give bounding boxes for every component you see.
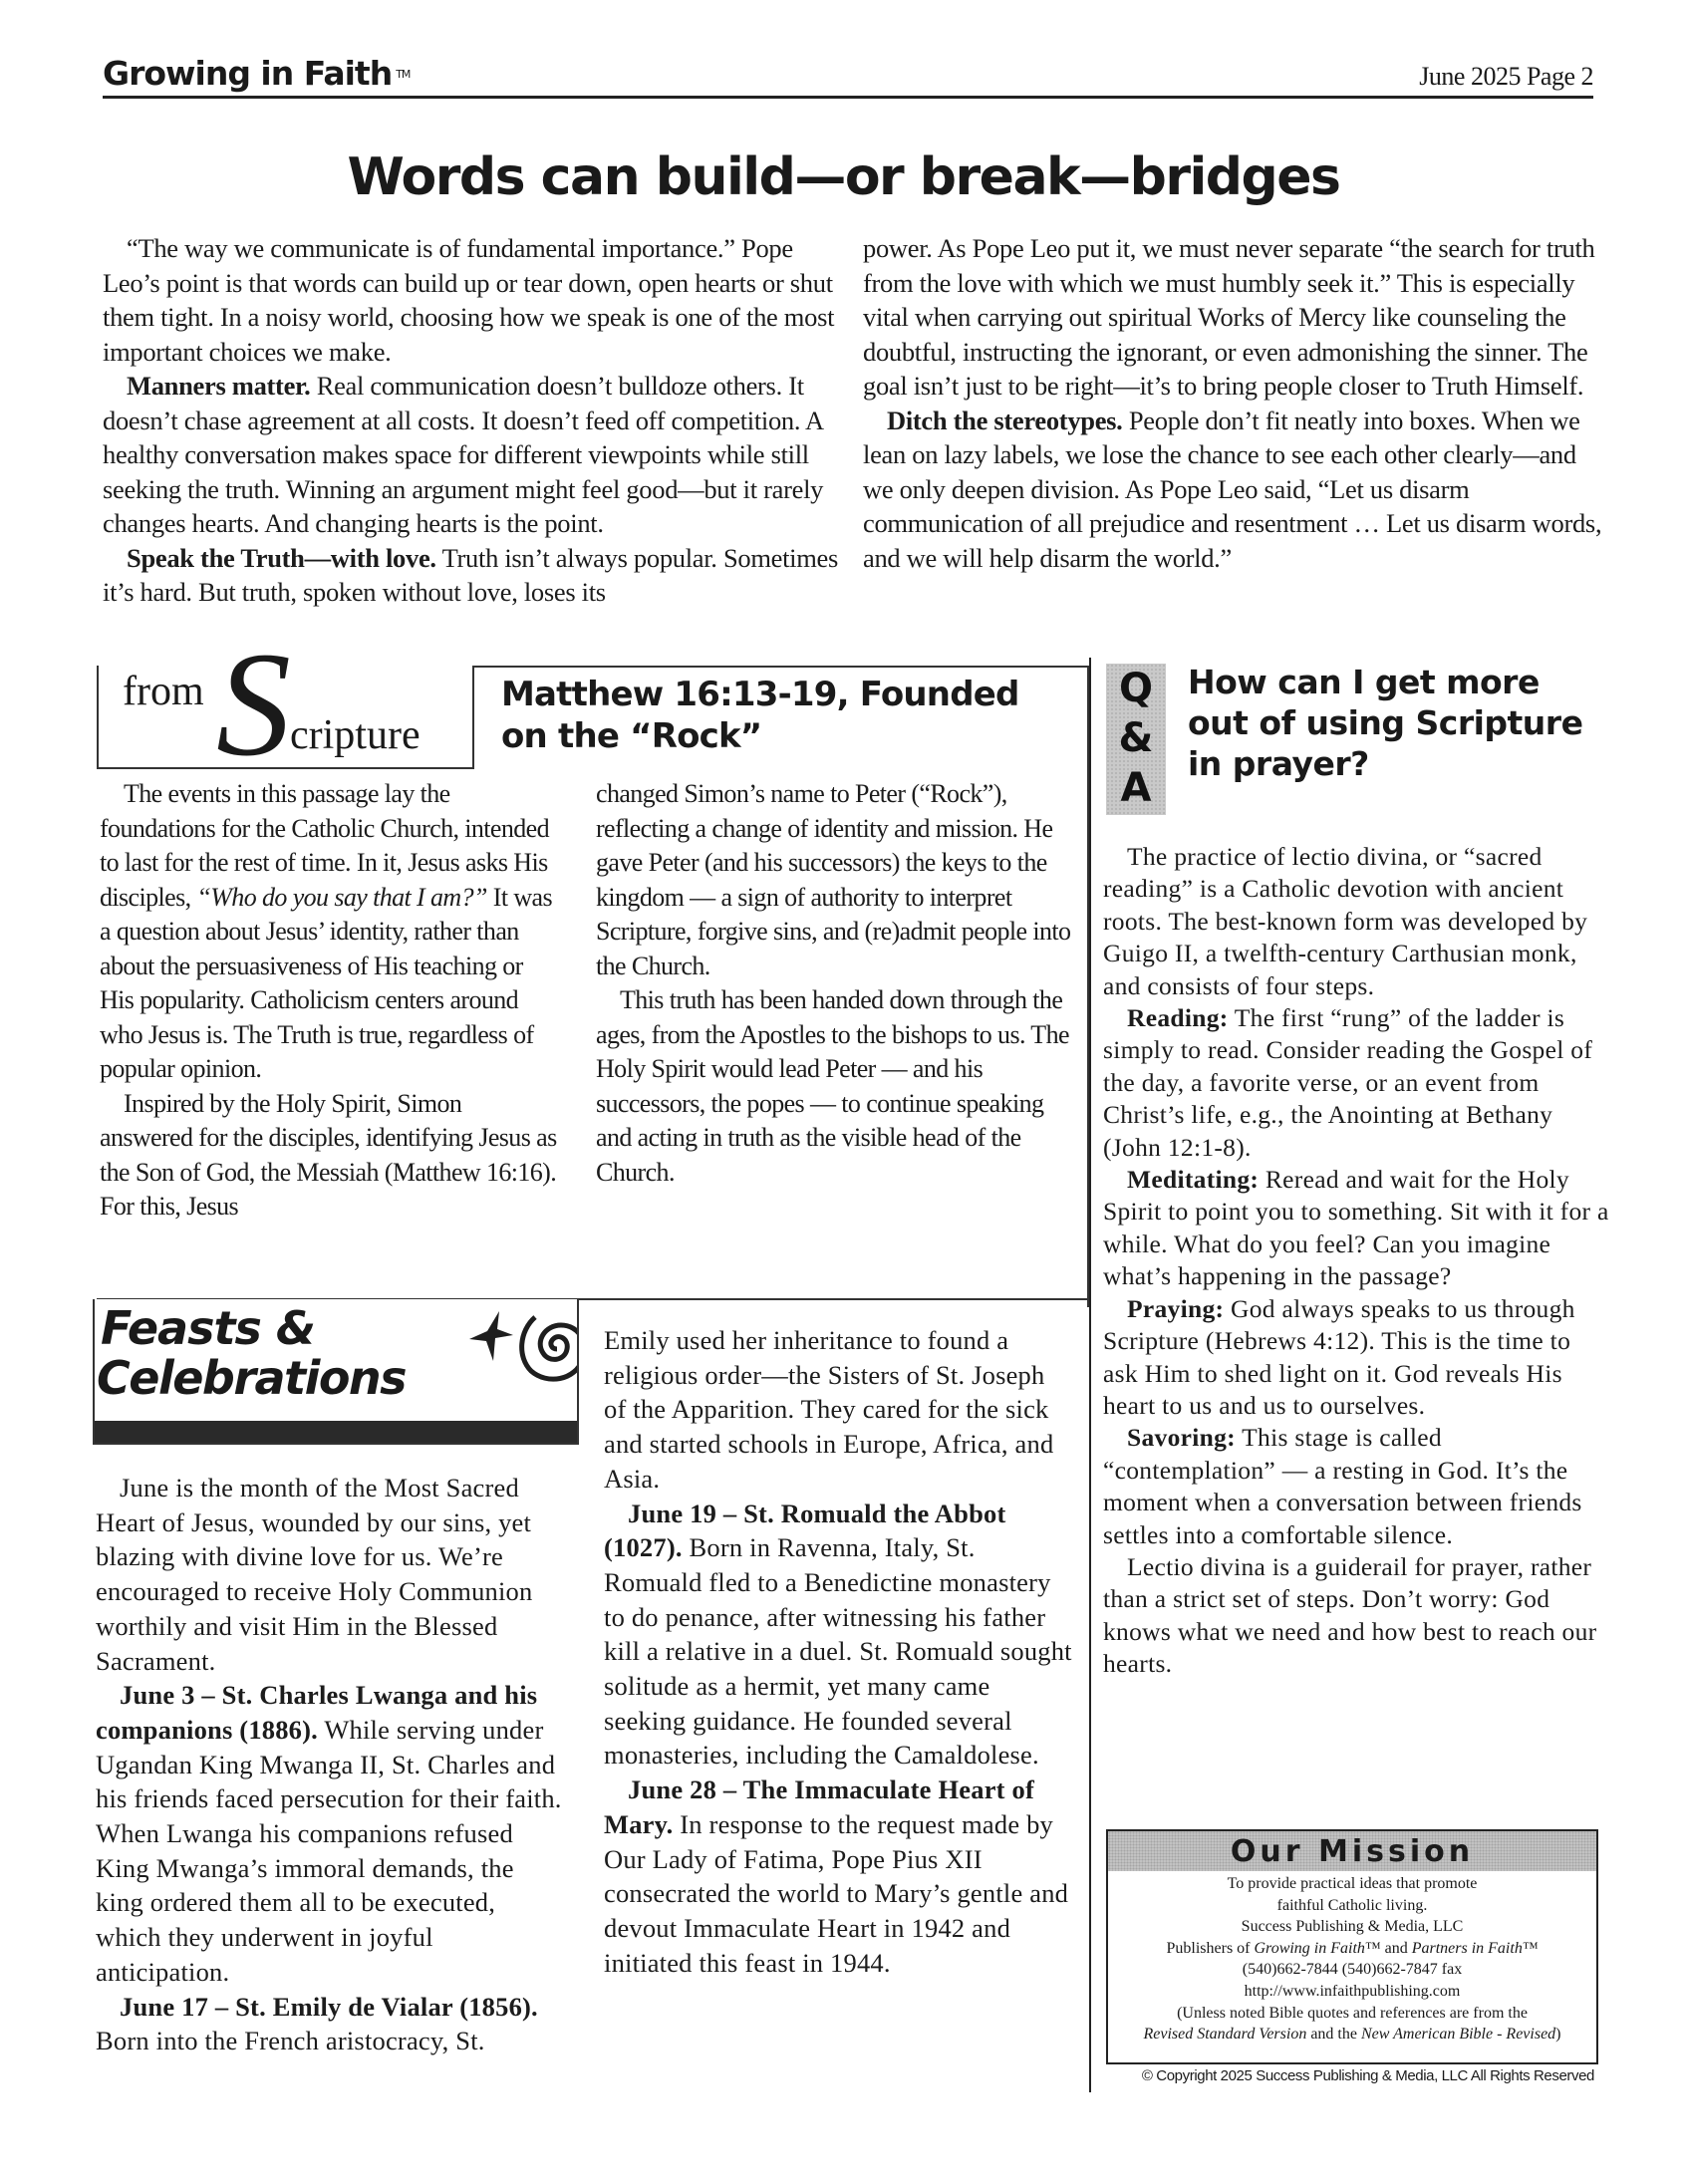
lead-headline: Words can build—or break—bridges xyxy=(347,147,1340,207)
feast-entry xyxy=(604,1773,1072,1980)
step-title: Praying: xyxy=(1127,1293,1225,1323)
step-title: Reading: xyxy=(1127,1003,1229,1033)
badge-q: Q xyxy=(1118,666,1153,711)
lead-paragraph xyxy=(863,404,1605,576)
mission-statement-1: To provide practical ideas that promote xyxy=(1227,1875,1478,1892)
feasts-column-2 xyxy=(604,1323,1072,1980)
brand-name: Growing in Faith xyxy=(103,54,393,93)
badge-ampersand: & xyxy=(1118,715,1154,761)
subhead: Manners matter. xyxy=(127,371,311,401)
spiral-icon xyxy=(507,1299,579,1407)
logo-line-1: Feasts & xyxy=(101,1301,315,1355)
logo-big-s: S xyxy=(216,622,291,787)
scripture-paragraph: changed Simon’s name to Peter (“Rock”), reflecting a change of identity and mission. He gave Peter (and his successors) the keys to the kingdom — a sign of authority to interpret Scripture, forgive sins, and (re)admit people into the Church. xyxy=(596,779,1071,980)
qa-step xyxy=(1103,1293,1611,1423)
paragraph-text: Real communication doesn’t bulldoze others. It doesn’t chase agreement at all costs. It doesn’t feed off competition. A healthy conversation makes space for different viewpoints while still seeking the truth. Winning an argument might feel good—but it rarely changes hearts. And changing hearts is the point. xyxy=(103,371,824,538)
mission-box xyxy=(1106,1829,1598,2064)
scripture-quote: “Who do you say that I am?” xyxy=(196,882,487,912)
subhead: Ditch the stereotypes. xyxy=(887,405,1123,435)
lead-article-column-2 xyxy=(863,231,1605,575)
step-text: Reread and wait for the Holy Spirit to point you to something. Sit with it for a while. What do you feel? Can you imagine what’s happening in the passage? xyxy=(1103,1165,1609,1291)
note-suffix: ) xyxy=(1555,2026,1561,2044)
note-and: and the xyxy=(1306,2026,1361,2044)
qa-paragraph: The practice of lectio divina, or “sacred reading” is a Catholic devotion with ancient roots. The best-known form was developed by Guigo II, a twelfth-century Carthusian monk, and consists of four steps. xyxy=(1103,842,1588,1000)
feast-text: Emily used her inheritance to found a religious order—the Sisters of St. Joseph of the Apparition. They cared for the sick and started schools in Europe, Africa, and Asia. xyxy=(604,1325,1054,1494)
qa-step xyxy=(1103,1002,1611,1164)
masthead xyxy=(103,54,1593,99)
step-text: The first “rung” of the ladder is simply to read. Consider reading the Gospel of the day, a favorite verse, or an event from Christ’s life, e.g., the Anointing at Bethany (John 12:1-8). xyxy=(1103,1003,1593,1162)
step-text: God always speaks to us through Scripture (Hebrews 4:12). This is the time to ask Him to shed light on it. God reveals His heart to us and us to ourselves. xyxy=(1103,1293,1575,1420)
logo-bar xyxy=(95,1421,577,1443)
website-link[interactable]: http://www.infaithpublishing.com xyxy=(1244,1982,1461,2000)
feasts-paragraph: June is the month of the Most Sacred Heart of Jesus, wounded by our sins, yet blazing with divine love for us. We’re encouraged to receive Holy Communion worthily and visit Him in the Blessed Sacrament. xyxy=(96,1473,533,1676)
company-name: Success Publishing & Media, LLC xyxy=(1241,1918,1464,1936)
feast-entry xyxy=(96,1678,564,1989)
scripture-column-1 xyxy=(100,777,558,1225)
pub-prefix: Publishers of xyxy=(1166,1939,1255,1957)
lead-paragraph xyxy=(103,541,840,610)
pub-and: and xyxy=(1380,1939,1412,1957)
paragraph-text: The events in this passage lay the foundations for the Catholic Church, intended to last for the rest of time. In it, Jesus asks His disciples, xyxy=(100,779,550,912)
feasts-column-1 xyxy=(96,1471,564,2058)
feast-title: June 19 – St. Romuald the Abbot (1027). xyxy=(604,1498,1006,1563)
step-title: Savoring: xyxy=(1127,1423,1236,1453)
publication-2: Partners in Faith™ xyxy=(1411,1939,1539,1957)
bible-version-1: Revised Standard Version xyxy=(1143,2026,1307,2044)
publications xyxy=(1108,1938,1596,1960)
qa-step xyxy=(1103,1422,1611,1551)
bible-version-2: New American Bible - Revised xyxy=(1360,2026,1556,2044)
mission-statement-2: faithful Catholic living. xyxy=(1276,1896,1428,1914)
paragraph-text: It was a question about Jesus’ identity, rather than about the persuasiveness of His teaching or His popularity. Catholicism centers around who Jesus is. The Truth is true, regardless of popular opinion. xyxy=(100,882,552,1083)
step-title: Meditating: xyxy=(1127,1165,1260,1195)
feast-entry xyxy=(96,1990,564,2058)
issue-date-page: June 2025 Page 2 xyxy=(1419,62,1593,91)
qa-answer xyxy=(1103,841,1611,1681)
scripture-paragraph: This truth has been handed down through the ages, from the Apostles to the bishops to us. The Holy Spirit would lead Peter — and his successors, the popes — to continue speaking and acting in truth as the visible head of the Church. xyxy=(596,985,1069,1187)
feast-text: In response to the request made by Our Lady of Fatima, Pope Pius XII consecrated the world to Mary’s gentle and devout Immaculate Heart in 1942 and initiated this feast in 1944. xyxy=(604,1808,1069,1978)
feasts-celebrations-logo xyxy=(93,1299,579,1445)
badge-a: A xyxy=(1120,765,1152,811)
feast-entry xyxy=(604,1497,1072,1774)
scripture-title: Matthew 16:13-19, Founded on the “Rock” xyxy=(501,675,1019,756)
note-prefix: (Unless noted Bible quotes and references are from the xyxy=(1177,2004,1528,2022)
step-text: This stage is called “contemplation” — a resting in God. It’s the moment when a conversation between friends settles into a comfortable silence. xyxy=(1103,1423,1582,1549)
phone-numbers: (540)662-7844 (540)662-7847 fax xyxy=(1242,1961,1463,1979)
publication-title xyxy=(103,54,410,93)
feast-title: June 28 – The Immaculate Heart of Mary. xyxy=(604,1774,1034,1839)
copyright-notice: © Copyright 2025 Success Publishing & Media, LLC All Rights Reserved xyxy=(1141,2067,1594,2084)
qa-column-rule xyxy=(1089,658,1091,2092)
paragraph-text: People don’t fit neatly into boxes. When we lean on lazy labels, we lose the chance to see each other clearly—and we only deepen division. As Pope Leo said, “Let us disarm communication of all prejudice and resentment … Let us disarm words, and we will help disarm the world.” xyxy=(863,405,1602,573)
feast-title: June 3 – St. Charles Lwanga and his companions (1886). xyxy=(96,1680,538,1745)
lead-paragraph: “The way we communicate is of fundamental importance.” Pope Leo’s point is that words can build up or tear down, open hearts or shut them tight. In a noisy world, choosing how we speak is one of the most important choices we make. xyxy=(103,233,835,367)
publication-1: Growing in Faith™ xyxy=(1254,1939,1381,1957)
from-scripture-logo xyxy=(97,622,474,787)
paragraph-text: Truth isn’t always popular. Sometimes it’s hard. But truth, spoken without love, loses its xyxy=(103,542,839,607)
feast-text: Born into the French aristocracy, St. xyxy=(96,2026,485,2056)
logo-line-2: Celebrations xyxy=(97,1351,407,1405)
feast-text: Born in Ravenna, Italy, St. Romuald fled to a Benedictine monastery to do penance, after witnessing his father kill a relative in a duel. St. Romuald sought solitude as a hermit, yet many came seeking guidance. He founded several monasteries, including the Camaldolese. xyxy=(604,1532,1072,1771)
logo-cripture: cripture xyxy=(290,712,421,758)
qa-paragraph: Lectio divina is a guiderail for prayer, rather than a strict set of steps. Don’t worry: God knows what we need and how best to reach our hearts. xyxy=(1103,1551,1597,1679)
scripture-paragraph: Inspired by the Holy Spirit, Simon answered for the disciples, identifying Jesus as the Son of God, the Messiah (Matthew 16:16). For this, Jesus xyxy=(100,1088,557,1221)
feast-title: June 17 – St. Emily de Vialar (1856). xyxy=(120,1991,538,2022)
bible-note xyxy=(1108,2003,1596,2046)
lead-article-column-1 xyxy=(103,231,840,610)
logo-from: from xyxy=(123,669,204,714)
scripture-paragraph xyxy=(100,777,558,1087)
lead-paragraph xyxy=(103,369,840,541)
qa-question: How can I get more out of using Scripture in prayer? xyxy=(1188,663,1583,783)
qa-step xyxy=(1103,1164,1611,1293)
scripture-column-2 xyxy=(596,777,1074,1190)
subhead: Speak the Truth—with love. xyxy=(127,542,436,573)
trademark-mark: TM xyxy=(396,68,411,81)
lead-paragraph: power. As Pope Leo put it, we must never separate “the search for truth from the love with which we must humbly seek it.” This is especially vital when carrying out spiritual Works of Mercy like counseling the doubtful, instructing the ignorant, or even admonishing the sinner. The goal isn’t just to be right—it’s to bring people closer to Truth Himself. xyxy=(863,233,1595,401)
qa-badge xyxy=(1106,664,1166,815)
mission-heading: Our Mission xyxy=(1108,1831,1596,1871)
feast-text: While serving under Ugandan King Mwanga II, St. Charles and his friends faced persecution for their faith. When Lwanga his companions refused King Mwanga’s immoral demands, the king ordered them all to be executed, which they underwent in joyful anticipation. xyxy=(96,1714,562,1987)
